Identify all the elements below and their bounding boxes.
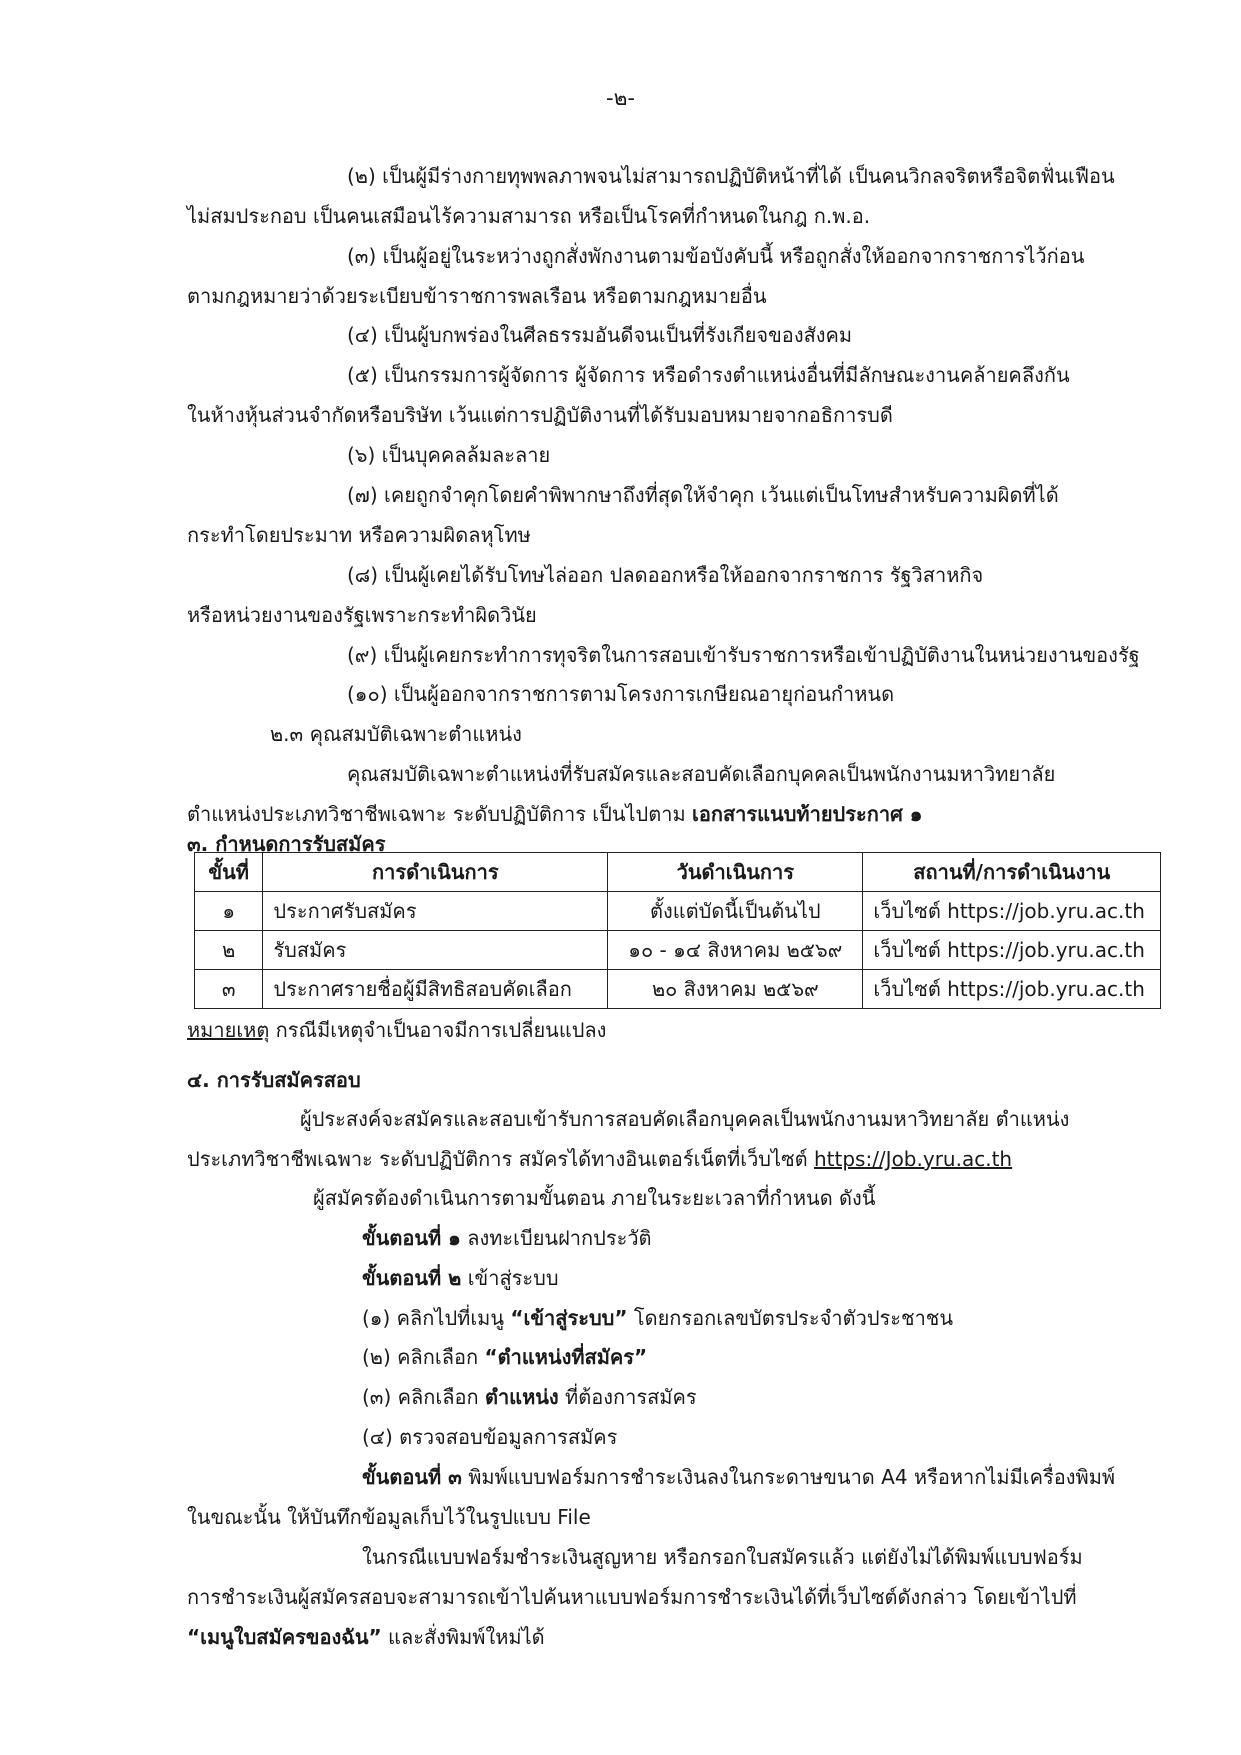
application-website-link[interactable]: https://Job.yru.ac.th: [813, 1147, 1013, 1171]
section-3-heading: ๓. กำหนดการรับสมัคร: [187, 832, 386, 856]
table-row: [195, 892, 1161, 931]
header-action: การดำเนินการ: [263, 853, 608, 892]
row-date: ๒๐ สิงหาคม ๒๕๖๙: [608, 970, 863, 1009]
row-action: ประกาศรับสมัคร: [263, 892, 608, 931]
item-7-line-1: (๗) เคยถูกจำคุกโดยคำพิพากษาถึงที่สุดให้จำคุก เว้นแต่เป็นโทษสำหรับความผิดที่ได้: [347, 483, 1059, 507]
lost-form-line-2: การชำระเงินผู้สมัครสอบจะสามารถเข้าไปค้นหาแบบฟอร์มการชำระเงินได้ที่เว็บไซต์ดังกล่าว โดยเข้าไปที่: [187, 1585, 1077, 1609]
header-date: วันดำเนินการ: [608, 853, 863, 892]
item-2-line-2: ไม่สมประกอบ เป็นคนเสมือนไร้ความสามารถ หรือเป็นโรคที่กำหนดในกฎ ก.พ.อ.: [187, 204, 871, 228]
qualification-text: ตำแหน่งประเภทวิชาชีพเฉพาะ ระดับปฏิบัติการ เป็นไปตาม: [187, 802, 693, 826]
item-8-line-2: หรือหน่วยงานของรัฐเพราะกระทำผิดวินัย: [187, 603, 537, 627]
item-3-line-2: ตามกฎหมายว่าด้วยระเบียบข้าราชการพลเรือน หรือตามกฎหมายอื่น: [187, 284, 767, 308]
apply-intro-text: ประเภทวิชาชีพเฉพาะ ระดับปฏิบัติการ สมัครได้ทางอินเตอร์เน็ตที่เว็บไซต์: [187, 1147, 814, 1171]
applied-position-menu-name: “ตำแหน่งที่สมัคร”: [484, 1345, 648, 1369]
sub-1-prefix: (๑) คลิกไปที่เมนู: [362, 1306, 511, 1330]
step-2-text: เข้าสู่ระบบ: [461, 1266, 559, 1290]
section-4-heading: ๔. การรับสมัครสอบ: [187, 1068, 361, 1092]
schedule-note: [187, 1017, 606, 1043]
lost-form-line-1: ในกรณีแบบฟอร์มชำระเงินสูญหาย หรือกรอกใบสมัครแล้ว แต่ยังไม่ได้พิมพ์แบบฟอร์ม: [362, 1545, 1083, 1569]
row-place: เว็บไซต์ https://job.yru.ac.th: [863, 892, 1161, 931]
item-8-line-1: (๘) เป็นผู้เคยได้รับโทษไล่ออก ปลดออกหรือให้ออกจากราชการ รัฐวิสาหกิจ: [347, 563, 984, 587]
page-number: -๒-: [606, 86, 635, 110]
sub-3-suffix: ที่ต้องการสมัคร: [558, 1385, 697, 1409]
sub-1-suffix: โดยกรอกเลขบัตรประจำตัวประชาชน: [627, 1306, 954, 1330]
step-2-sub-1: [362, 1305, 953, 1331]
row-date: ตั้งแต่บัดนี้เป็นต้นไป: [608, 892, 863, 931]
step-1-text: ลงทะเบียนฝากประวัติ: [460, 1226, 652, 1250]
reprint-text: และสั่งพิมพ์ใหม่ได้: [381, 1625, 545, 1649]
step-3-text: พิมพ์แบบฟอร์มการชำระเงินลงในกระดาษขนาด A4 หรือหากไม่มีเครื่องพิมพ์: [461, 1465, 1116, 1489]
item-10: (๑๐) เป็นผู้ออกจากราชการตามโครงการเกษียณอายุก่อนกำหนด: [347, 682, 895, 706]
step-1-label: ขั้นตอนที่ ๑: [362, 1226, 461, 1250]
lost-form-line-3: [187, 1624, 545, 1650]
row-step: ๑: [195, 892, 263, 931]
table-row: [195, 970, 1161, 1009]
step-2-sub-2: [362, 1344, 647, 1370]
row-place: เว็บไซต์ https://job.yru.ac.th: [863, 970, 1161, 1009]
subsection-2-3-heading: ๒.๓ คุณสมบัติเฉพาะตำแหน่ง: [270, 722, 522, 746]
qualification-attachment-ref: เอกสารแนบท้ายประกาศ ๑: [692, 802, 923, 826]
step-3-line-1: [362, 1464, 1115, 1490]
procedure-intro: ผู้สมัครต้องดำเนินการตามขั้นตอน ภายในระยะเวลาที่กำหนด ดังนี้: [313, 1186, 876, 1210]
item-2-line-1: (๒) เป็นผู้มีร่างกายทุพพลภาพจนไม่สามารถปฏิบัติหน้าที่ได้ เป็นคนวิกลจริตหรือจิตฟั่นเฟือน: [347, 164, 1115, 188]
note-text: กรณีมีเหตุจำเป็นอาจมีการเปลี่ยนแปลง: [269, 1018, 607, 1042]
row-action: ประกาศรายชื่อผู้มีสิทธิสอบคัดเลือก: [263, 970, 608, 1009]
apply-intro-line-1: ผู้ประสงค์จะสมัครและสอบเข้ารับการสอบคัดเลือกบุคคลเป็นพนักงานมหาวิทยาลัย ตำแหน่ง: [300, 1107, 1070, 1131]
table-row: [195, 931, 1161, 970]
schedule-header-row: [195, 853, 1161, 892]
item-9: (๙) เป็นผู้เคยกระทำการทุจริตในการสอบเข้ารับราชการหรือเข้าปฏิบัติงานในหน่วยงานของรัฐ: [347, 643, 1140, 667]
step-2-sub-4: (๔) ตรวจสอบข้อมูลการสมัคร: [362, 1425, 618, 1449]
header-step: ขั้นที่: [195, 853, 263, 892]
header-place: สถานที่/การดำเนินงาน: [863, 853, 1161, 892]
row-step: ๓: [195, 970, 263, 1009]
row-date: ๑๐ - ๑๔ สิงหาคม ๒๕๖๙: [608, 931, 863, 970]
item-7-line-2: กระทำโดยประมาท หรือความผิดลหุโทษ: [187, 523, 531, 547]
item-3-line-1: (๓) เป็นผู้อยู่ในระหว่างถูกสั่งพักงานตามข้อบังคับนี้ หรือถูกสั่งให้ออกจากราชการไว้ก่อน: [347, 244, 1085, 268]
step-3-label: ขั้นตอนที่ ๓: [362, 1465, 462, 1489]
qualification-line-1: คุณสมบัติเฉพาะตำแหน่งที่รับสมัครและสอบคัดเลือกบุคคลเป็นพนักงานมหาวิทยาลัย: [347, 762, 1056, 786]
row-action: รับสมัคร: [263, 931, 608, 970]
item-4: (๔) เป็นผู้บกพร่องในศีลธรรมอันดีจนเป็นที่รังเกียจของสังคม: [347, 323, 853, 347]
step-1: [362, 1225, 652, 1251]
qualification-line-2: [187, 801, 922, 827]
schedule-table: [194, 852, 1161, 1009]
my-application-menu-name: “เมนูใบสมัครของฉัน”: [187, 1625, 382, 1649]
step-2: [362, 1265, 559, 1291]
row-step: ๒: [195, 931, 263, 970]
item-6: (๖) เป็นบุคคลล้มละลาย: [347, 443, 551, 467]
step-3-line-2: ในขณะนั้น ให้บันทึกข้อมูลเก็บไว้ในรูปแบบ File: [187, 1505, 591, 1529]
login-menu-name: “เข้าสู่ระบบ”: [510, 1306, 628, 1330]
row-place: เว็บไซต์ https://job.yru.ac.th: [863, 931, 1161, 970]
note-label: หมายเหตุ: [187, 1018, 270, 1042]
step-2-label: ขั้นตอนที่ ๒: [362, 1266, 462, 1290]
apply-intro-line-2: [187, 1146, 1012, 1172]
step-2-sub-3: [362, 1384, 697, 1410]
item-5-line-1: (๕) เป็นกรรมการผู้จัดการ ผู้จัดการ หรือดำรงตำแหน่งอื่นที่มีลักษณะงานคล้ายคลึงกัน: [347, 363, 1070, 387]
position-word: ตำแหน่ง: [484, 1385, 559, 1409]
sub-2-prefix: (๒) คลิกเลือก: [362, 1345, 485, 1369]
item-5-line-2: ในห้างหุ้นส่วนจำกัดหรือบริษัท เว้นแต่การปฏิบัติงานที่ได้รับมอบหมายจากอธิการบดี: [187, 403, 893, 427]
sub-3-prefix: (๓) คลิกเลือก: [362, 1385, 485, 1409]
